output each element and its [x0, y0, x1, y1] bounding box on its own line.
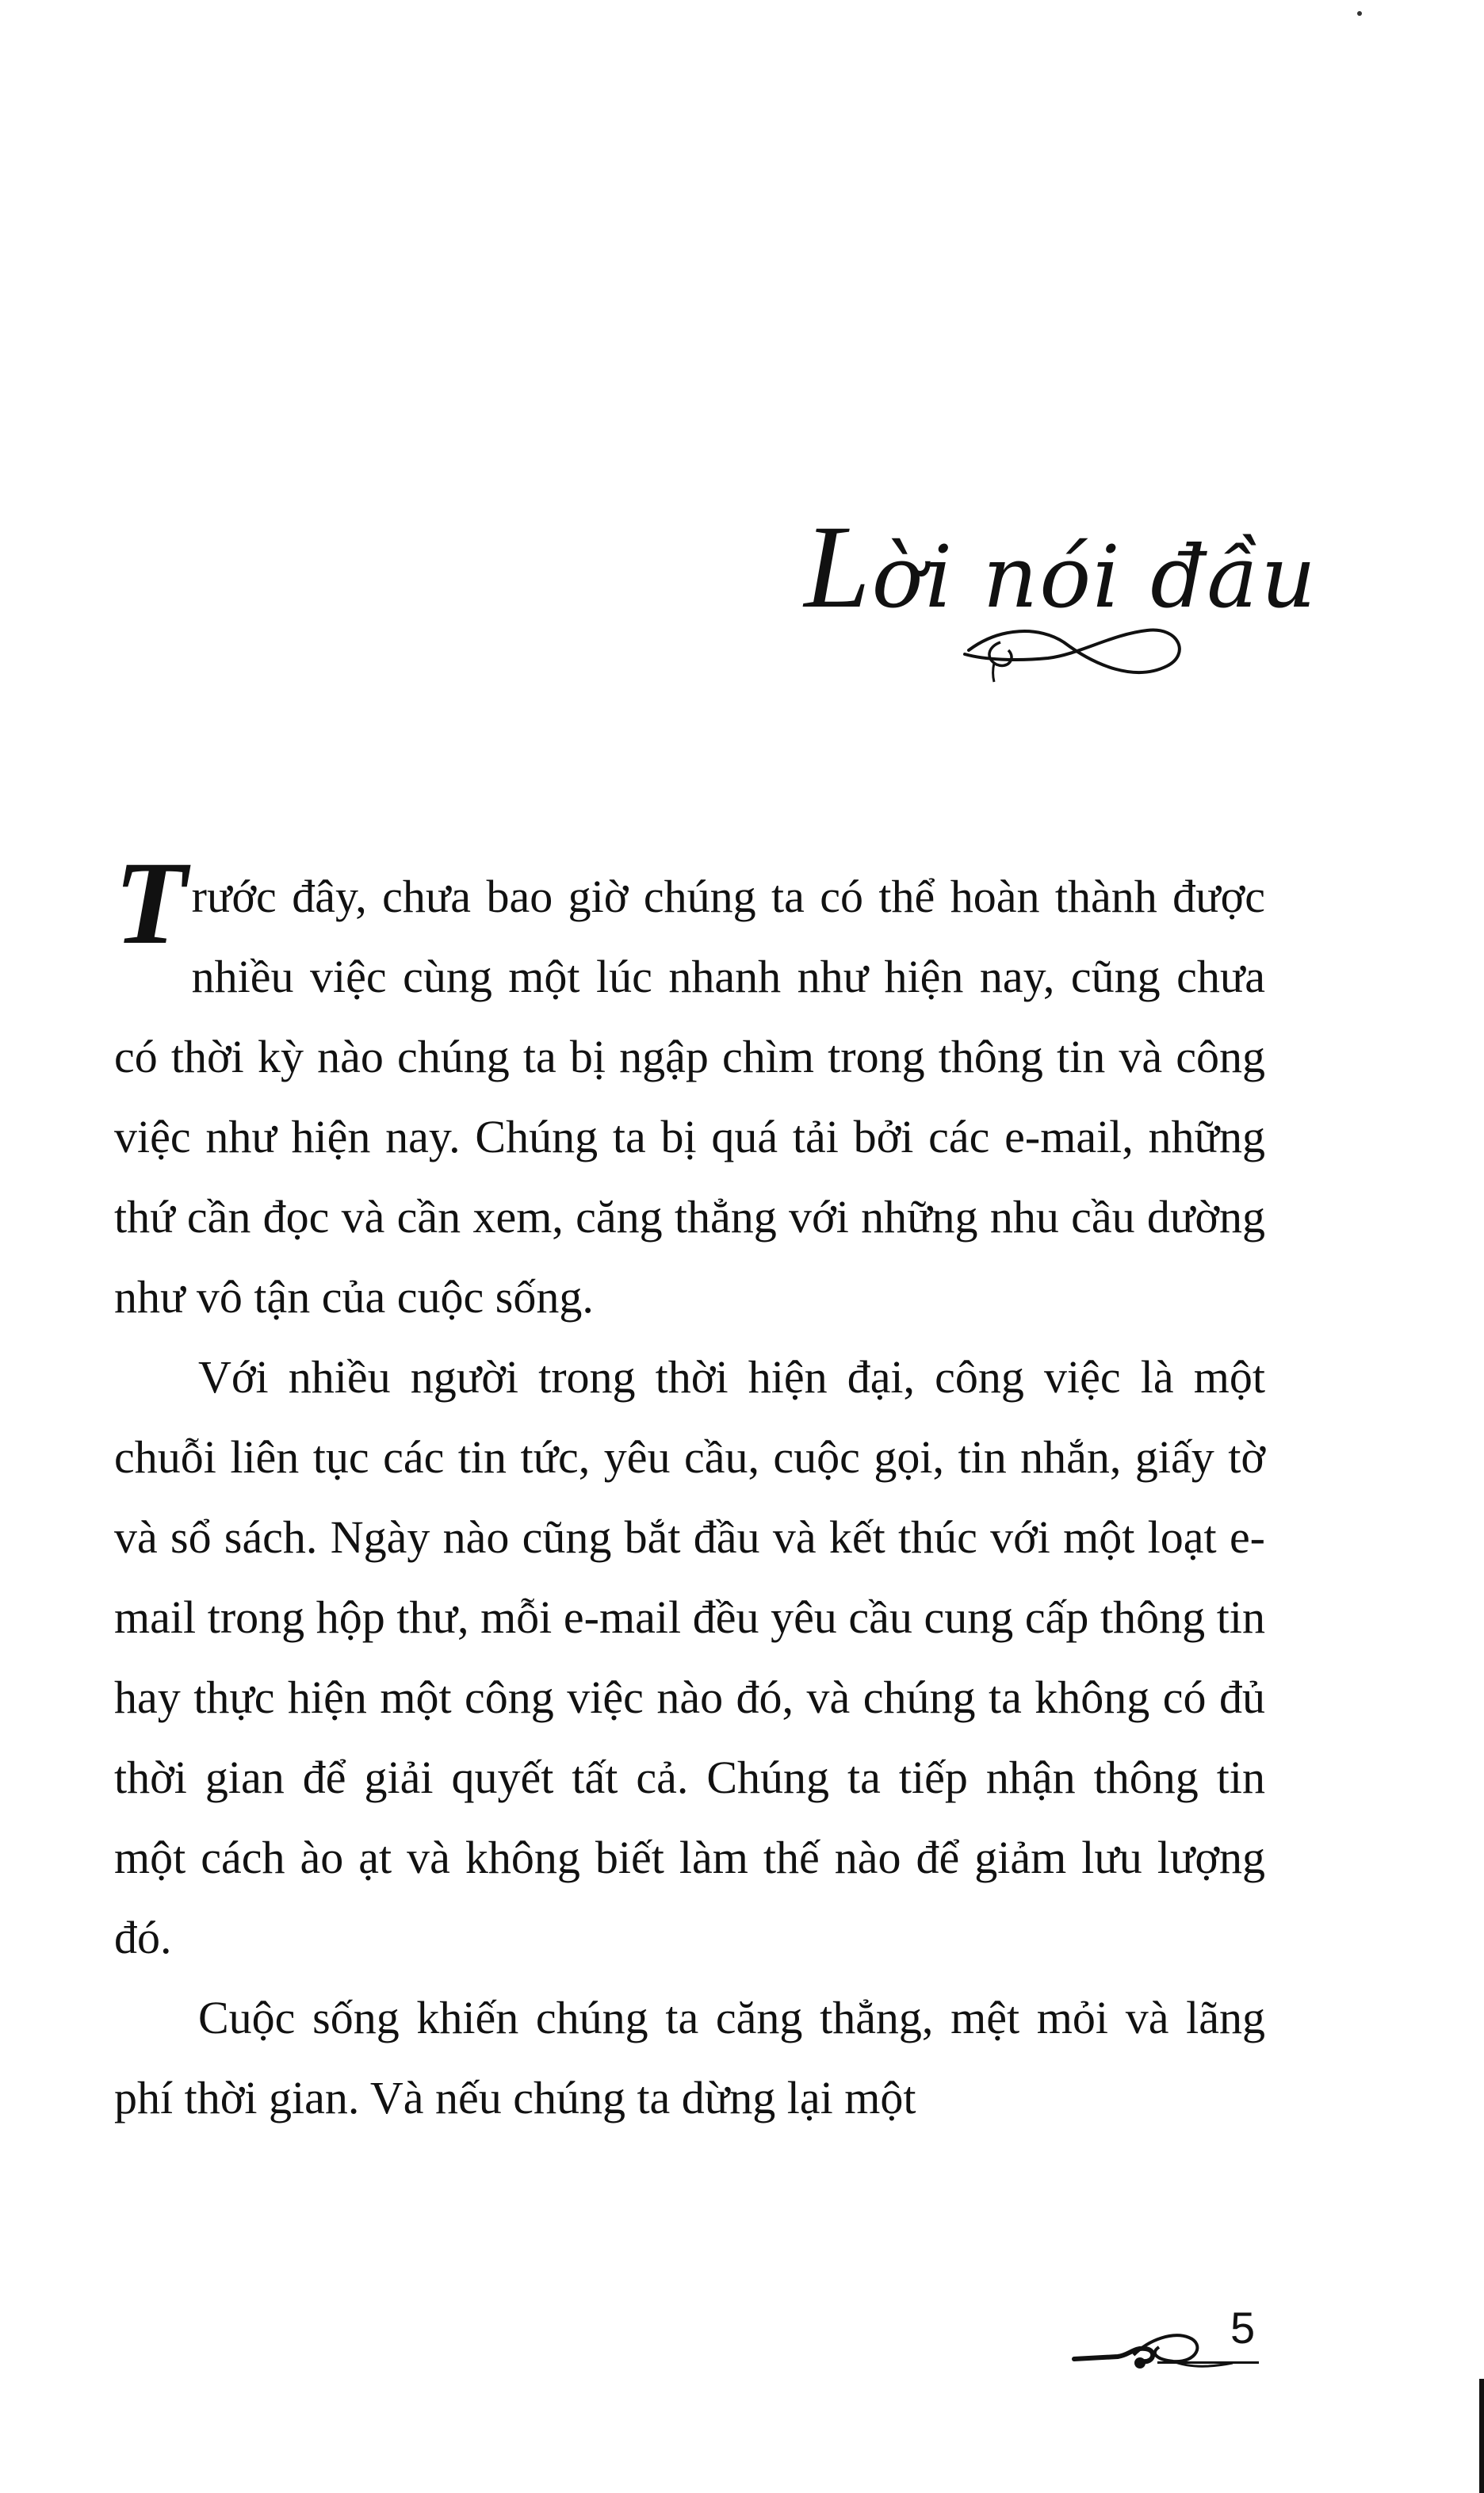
flourish-ornament-icon	[953, 611, 1191, 706]
page-number: 5	[1230, 2303, 1256, 2353]
body-text	[114, 837, 1265, 2138]
title-capital: L	[804, 501, 872, 633]
paragraph-2: Với nhiều người trong thời hiện đại, công việc là một chuỗi liên tục các tin tức, yêu cầu, cuộc gọi, tin nhắn, giấy tờ và sổ sách. Ngày nào cũng bắt đầu và kết thúc với một loạt e-mail trong hộp thư, mỗi e-mail đều yêu cầu cung cấp thông tin hay thực hiện một công việc nào đó, và chúng ta không có đủ thời gian để giải quyết tất cả. Chúng ta tiếp nhận thông tin một cách ào ạt và không biết làm thế nào để giảm lưu lượng đó.	[114, 1351, 1265, 1963]
footer-ornament-icon	[1070, 2315, 1241, 2387]
paragraph-1	[114, 837, 1265, 1337]
title-text: ời nói đầu	[871, 528, 1318, 627]
page-number-underline	[1157, 2361, 1259, 2364]
page-edge-mark	[1479, 2379, 1484, 2493]
paragraph-3: Cuộc sống khiến chúng ta căng thẳng, mệt mỏi và lãng phí thời gian. Và nếu chúng ta dừng lại một	[114, 1992, 1265, 2123]
drop-cap: T	[114, 837, 187, 969]
paragraph-1-text: rước đây, chưa bao giờ chúng ta có thể hoàn thành được nhiều việc cùng một lúc nhanh như hiện nay, cũng chưa có thời kỳ nào chúng ta bị ngập chìm trong thông tin và công việc như hiện nay. Chúng ta bị quá tải bởi các e-mail, những thứ cần đọc và cần xem, căng thẳng với những nhu cầu dường như vô tận của cuộc sống.	[114, 871, 1265, 1323]
chapter-title	[804, 501, 1318, 633]
page-speck	[1357, 11, 1362, 16]
